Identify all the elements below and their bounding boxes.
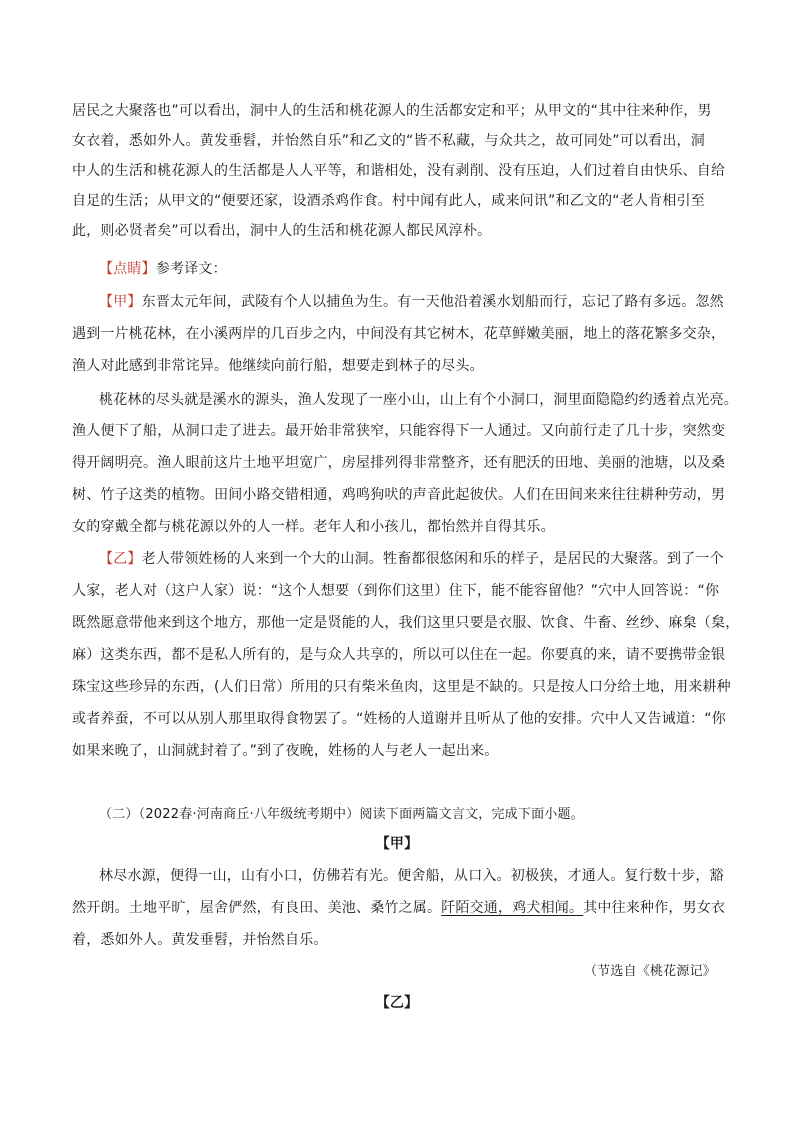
translation-jia-p2-line-3: 得开阔明亮。渔人眼前这片土地平坦宽广，房屋排列得非常整齐，还有肥沃的田地、美丽的池塘，以及桑 bbox=[72, 455, 726, 471]
translation-jia-p2-line-1: 桃花林的尽头就是溪水的源头，渔人发现了一座小山，山上有个小洞口，洞里面隐隐约约透着点光亮。 bbox=[99, 392, 738, 408]
translation-yi-line-3: 既然愿意带他来到这个地方，那他一定是贤能的人，我们这里只要是衣服、饮食、牛畜、丝纱、麻枲（枲， bbox=[72, 615, 740, 631]
translation-yi-line-2: 人家，老人对（这户人家）说：“这个人想要（到你们这里）住下，能不能容留他？”穴中人回答说：“你 bbox=[72, 583, 720, 599]
translation-jia-line-1 bbox=[99, 292, 759, 312]
text-jia-line-1: 林尽水源，便得一山，山有小口，仿佛若有光。便舍船，从口入。初极狭，才通人。复行数十步，豁 bbox=[99, 868, 724, 884]
translation-yi-line-4: 麻）这类东西，都不是私人所有的，是与众人共享的，所以可以住在一起。你要真的来，请不要携带金银 bbox=[72, 647, 726, 663]
text-jia-line-2b: 其中往来种作，男女衣 bbox=[583, 900, 726, 916]
translation-yi-text-1: 老人带领姓杨的人来到一个大的山洞。牲畜都很悠闲和乐的样子，是居民的大聚落。到了一个 bbox=[141, 551, 724, 567]
translation-yi-line-1 bbox=[99, 549, 759, 569]
dianjing-text: 参考译文： bbox=[155, 261, 227, 277]
question-prefix: （二）（ bbox=[99, 807, 146, 822]
translation-jia-line-3: 渔人对此感到非常诧异。他继续向前行船，想要走到林子的尽头。 bbox=[72, 358, 484, 374]
text-jia-underlined: 阡陌交通，鸡犬相闻。 bbox=[441, 900, 584, 916]
translation-yi-line-6: 或者养蚕，不可以从别人那里取得食物罢了。“姓杨的人道谢并且听从了他的安排。穴中人又告诫道：“你 bbox=[72, 711, 726, 727]
text-jia-line-3: 着，悉如外人。黄发垂髫，并怡然自乐。 bbox=[72, 932, 328, 948]
translation-jia-p2-line-2: 渔人便下了船，从洞口走了进去。最开始非常狭窄，只能容得下一人通过。又向前行走了几十步，突然变 bbox=[72, 423, 726, 439]
text-jia-heading: 【甲】 bbox=[375, 836, 419, 852]
analysis-line-1: 居民之大聚落也”可以看出，洞中人的生活和桃花源人的生活都安定和平；从甲文的“其中往来种作，男 bbox=[72, 103, 712, 119]
analysis-line-2: 女衣着，悉如外人。黄发垂髫，并怡然自乐”和乙文的“皆不私藏，与众共之，故可同处”可以看出，洞 bbox=[72, 133, 705, 149]
dianjing-tag: 【点睛】 bbox=[99, 261, 156, 277]
analysis-line-5: 此，则必贤者矣”可以看出，洞中人的生活和桃花源人都民风淳朴。 bbox=[72, 223, 492, 239]
translation-jia-text-1: 东晋太元年间，武陵有个人以捕鱼为生。有一天他沿着溪水划船而行，忘记了路有多远。忽然 bbox=[141, 294, 724, 310]
translation-jia-line-2: 遇到一片桃花林，在小溪两岸的几百步之内，中间没有其它树木，花草鲜嫩美丽，地上的落花繁多交杂， bbox=[72, 326, 726, 342]
translation-yi-line-5: 珠宝这些珍异的东西，(人们日常）所用的只有柴米鱼肉，这里是不缺的。只是按人口分给土地，用来耕种 bbox=[72, 679, 731, 695]
translation-jia-p2-line-4: 树、竹子这类的植物。田间小路交错相通，鸡鸣狗吠的声音此起彼伏。人们在田间来来往往耕种劳动，男 bbox=[72, 487, 726, 503]
text-jia-line-2 bbox=[72, 898, 732, 918]
question-suffix: ）阅读下面两篇文言文，完成下面小题。 bbox=[346, 807, 584, 822]
analysis-line-4: 自足的生活；从甲文的“便要还家，设酒杀鸡作食。村中闻有此人，咸来问讯”和乙文的“老人肯相引至 bbox=[72, 193, 705, 209]
text-jia-source: （节选自《桃花源记》 bbox=[583, 964, 716, 979]
translation-yi-tag: 【乙】 bbox=[99, 551, 142, 567]
translation-yi-line-7: 如果来晚了，山洞就封着了。”到了夜晚，姓杨的人与老人一起出来。 bbox=[72, 743, 499, 759]
question-source: 2022春·河南商丘·八年级统考期中 bbox=[145, 807, 347, 822]
analysis-line-3: 中人的生活和桃花源人的生活都是人人平等，和谐相处，没有剥削、没有压迫，人们过着自由快乐、自给 bbox=[72, 163, 726, 179]
text-yi-heading: 【乙】 bbox=[375, 995, 419, 1011]
dianjing-line bbox=[99, 259, 759, 279]
text-jia-line-2a: 然开朗。土地平旷，屋舍俨然，有良田、美池、桑竹之属。 bbox=[72, 900, 442, 916]
question-header bbox=[99, 805, 759, 825]
translation-jia-tag: 【甲】 bbox=[99, 294, 142, 310]
translation-jia-p2-line-5: 女的穿戴全都与桃花源以外的人一样。老年人和小孩儿，都怡然并自得其乐。 bbox=[72, 519, 555, 535]
